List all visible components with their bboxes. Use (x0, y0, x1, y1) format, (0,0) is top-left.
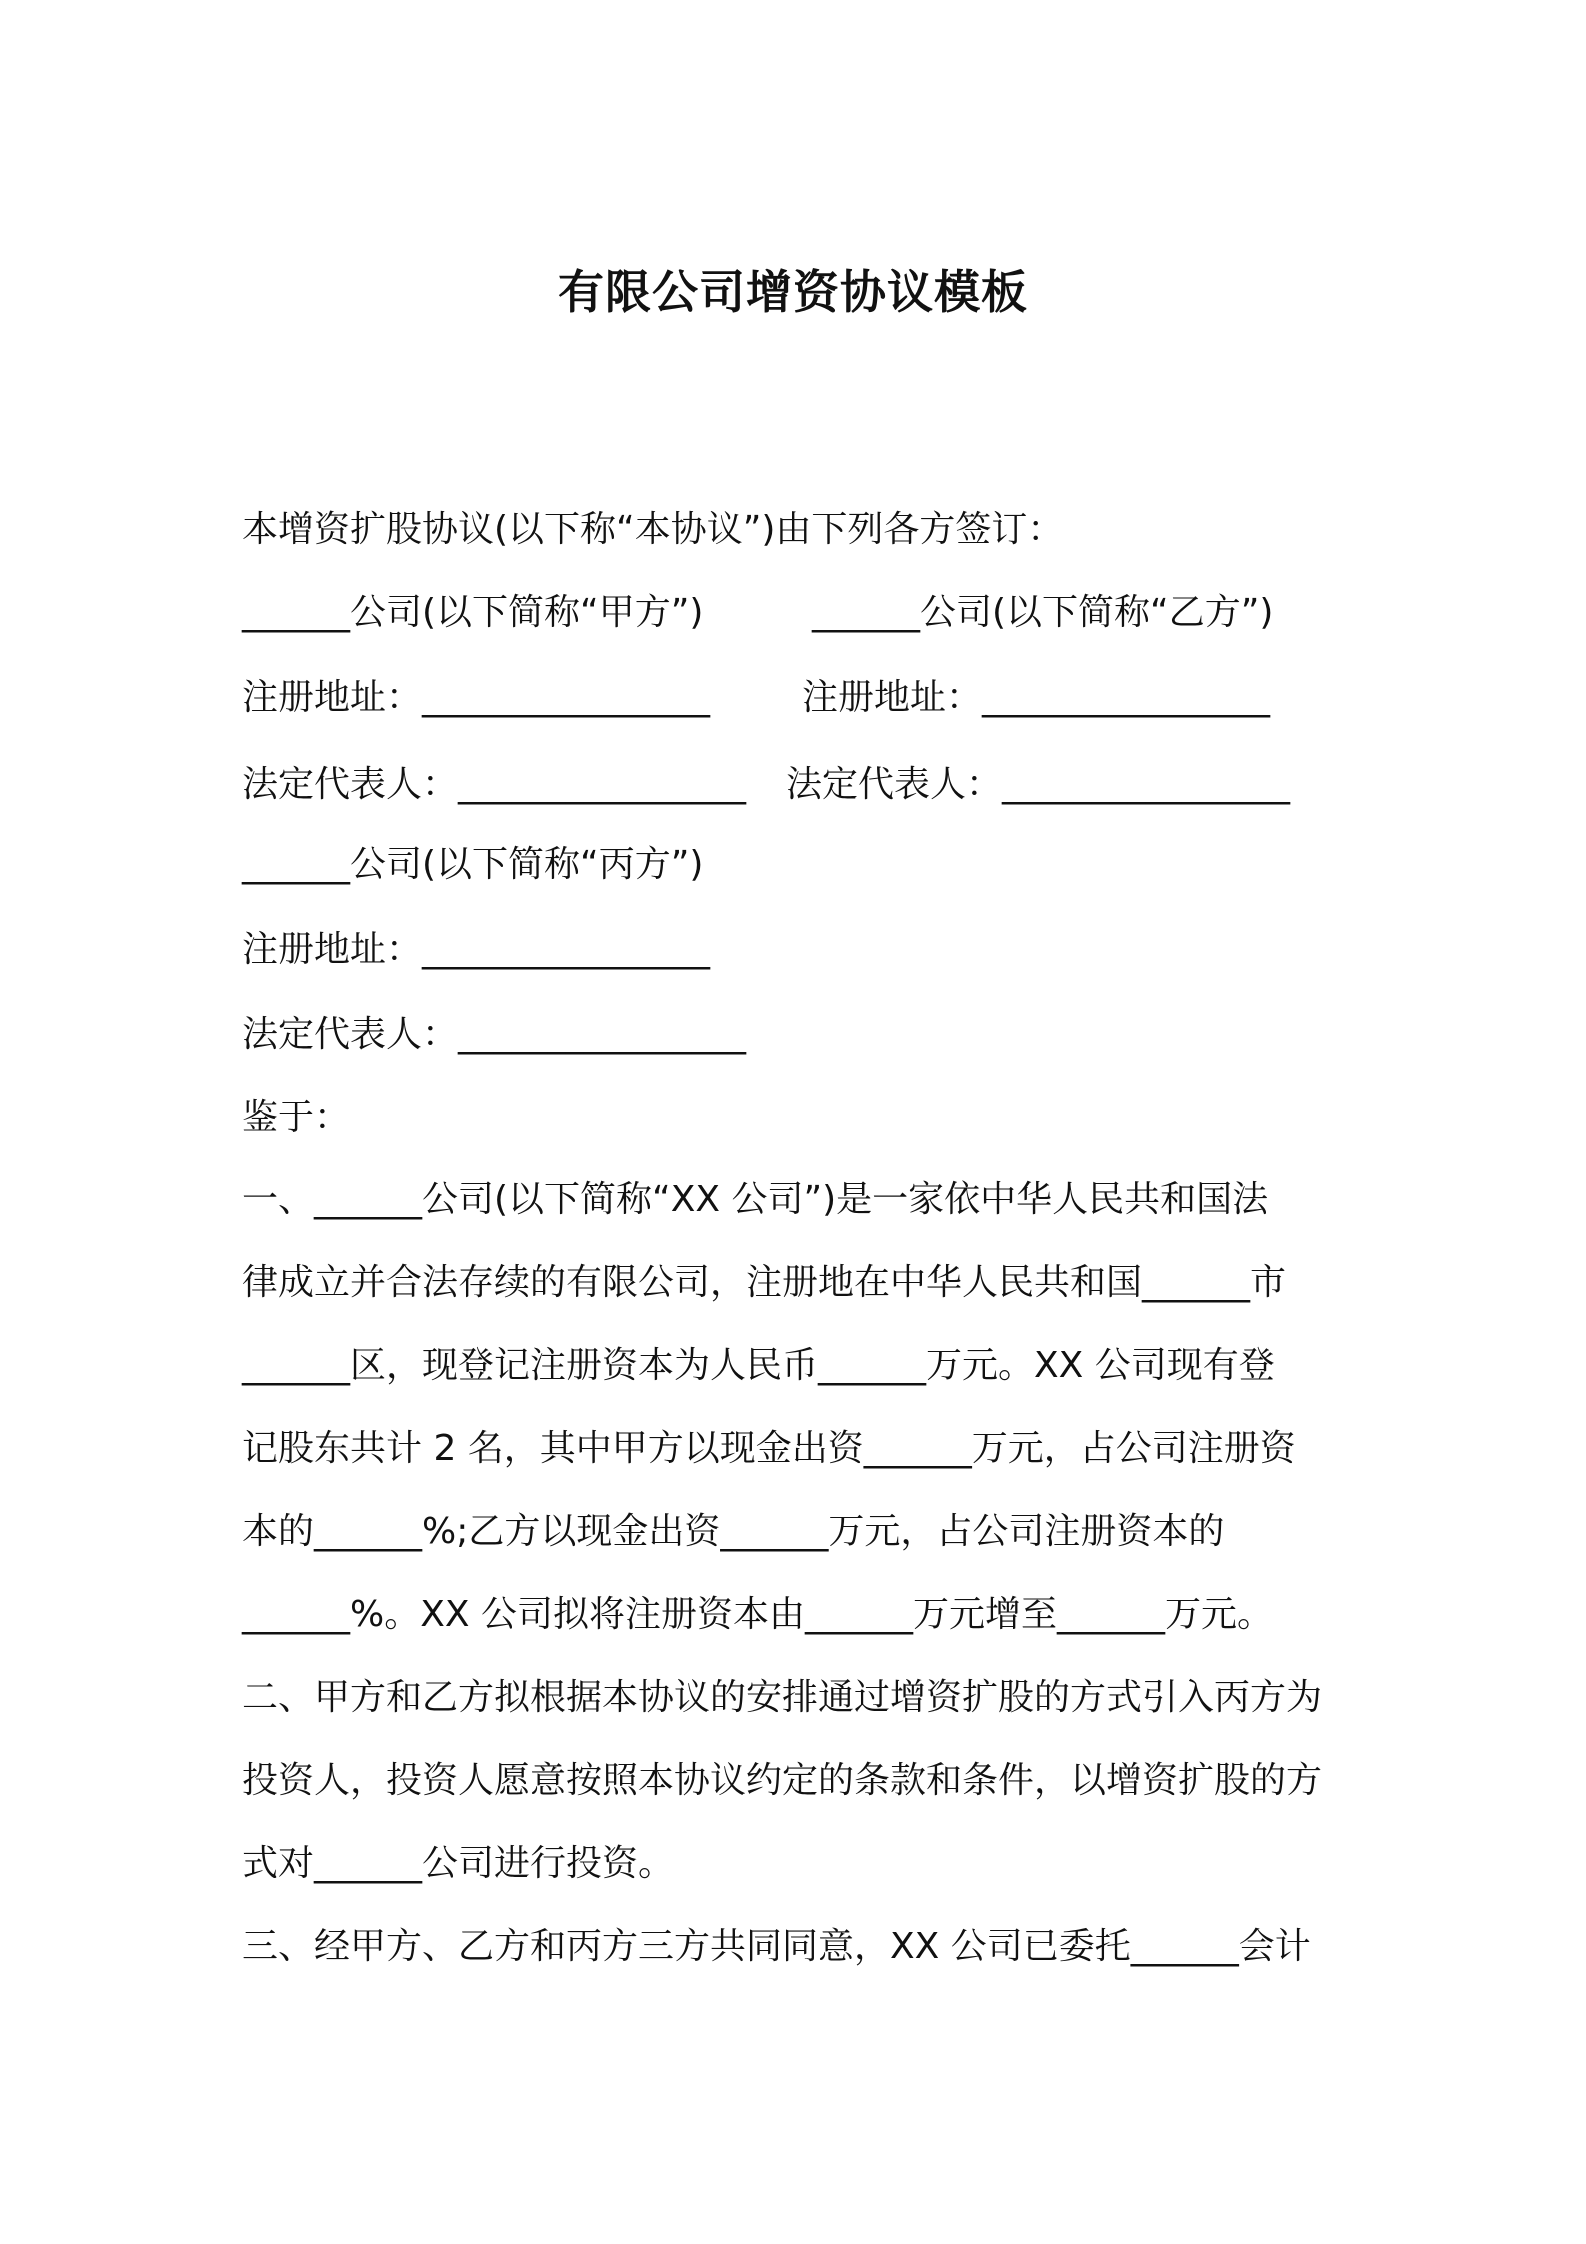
clause1-line-3: ______区，现登记注册资本为人民币______万元。XX 公司现有登 (242, 1345, 1275, 1386)
clause1-line-2: 律成立并合法存续的有限公司，注册地在中华人民共和国______市 (242, 1262, 1287, 1303)
party-a-address: 注册地址：________________ (242, 677, 711, 718)
party-c-name: ______公司(以下简称“丙方”) (242, 844, 704, 885)
party-a-representative: 法定代表人：________________ (242, 764, 747, 805)
clause1-line-4: 记股东共计 2 名，其中甲方以现金出资______万元，占公司注册资 (242, 1428, 1296, 1469)
clause2-line-2: 投资人，投资人愿意按照本协议约定的条款和条件，以增资扩股的方 (242, 1760, 1323, 1801)
clause3-line-1: 三、经甲方、乙方和丙方三方共同同意，XX 公司已委托______会计 (242, 1926, 1311, 1967)
party-a-name: ______公司(以下简称“甲方”) (242, 592, 704, 633)
party-b-name: ______公司(以下简称“乙方”) (812, 592, 1274, 633)
document-title: 有限公司增资协议模板 (558, 265, 1028, 319)
party-b-representative: 法定代表人：________________ (786, 764, 1291, 805)
whereas-heading: 鉴于： (242, 1097, 351, 1138)
party-c-representative: 法定代表人：________________ (242, 1014, 747, 1055)
clause2-line-1: 二、甲方和乙方拟根据本协议的安排通过增资扩股的方式引入丙方为 (242, 1677, 1323, 1718)
clause1-line-6: ______%。XX 公司拟将注册资本由______万元增至______万元。 (242, 1594, 1273, 1635)
intro-line: 本增资扩股协议(以下称“本协议”)由下列各方签订： (242, 509, 1064, 550)
clause2-line-3: 式对______公司进行投资。 (242, 1843, 675, 1884)
clause1-line-1: 一、______公司(以下简称“XX 公司”)是一家依中华人民共和国法 (242, 1179, 1269, 1220)
party-b-address: 注册地址：________________ (802, 677, 1271, 718)
clause1-line-5: 本的______%;乙方以现金出资______万元，占公司注册资本的 (242, 1511, 1225, 1552)
party-c-address: 注册地址：________________ (242, 929, 711, 970)
